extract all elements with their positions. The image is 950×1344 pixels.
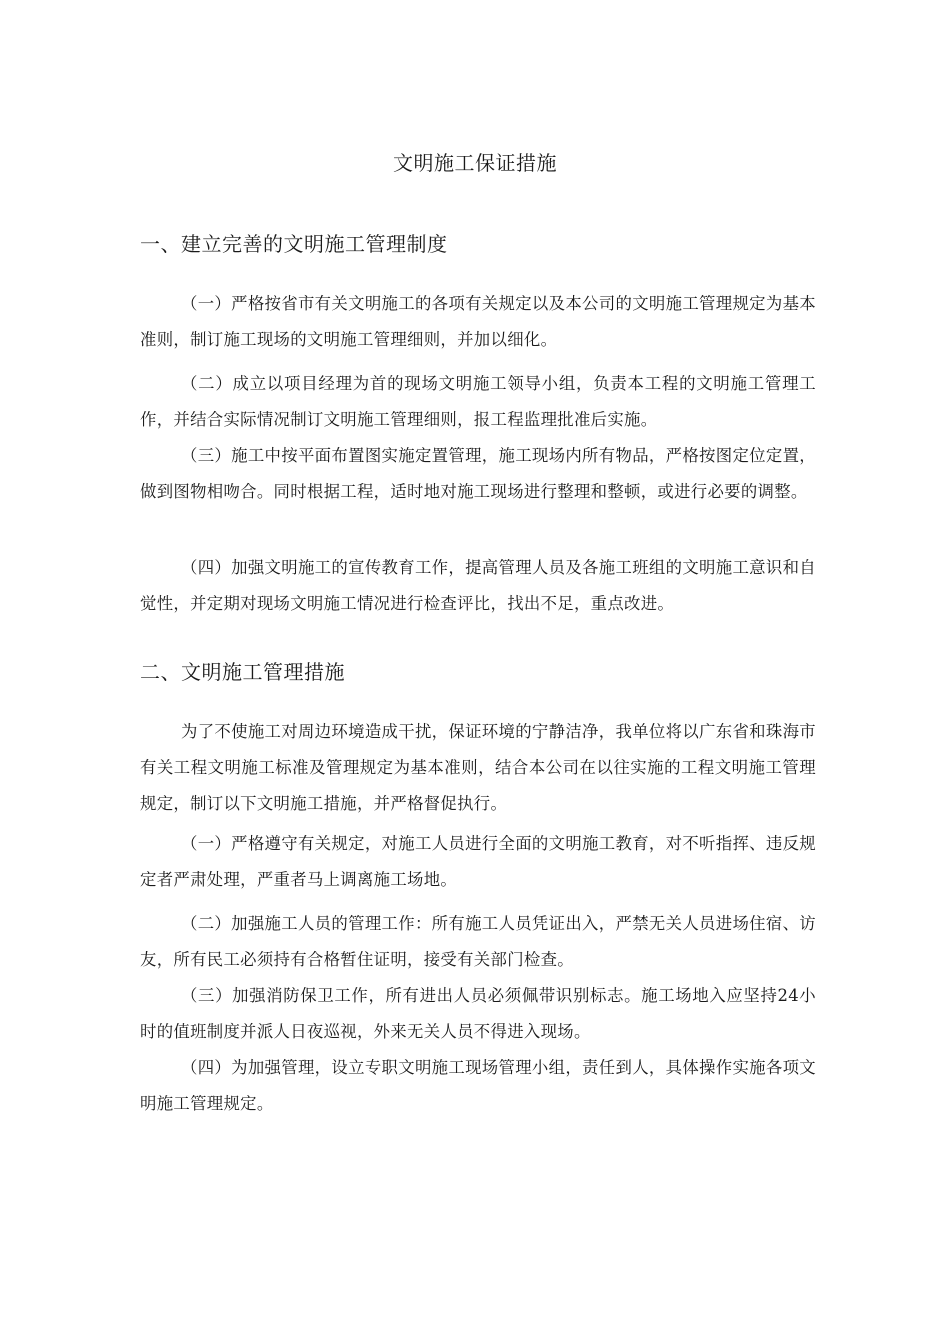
paragraph: （一）严格遵守有关规定，对施工人员进行全面的文明施工教育，对不听指挥、违反规定者严肃处理，严重者马上调离施工场地。 (140, 834, 816, 889)
paragraph: （二）成立以项目经理为首的现场文明施工领导小组，负责本工程的文明施工管理工作，并结合实际情况制订文明施工管理细则，报工程监理批准后实施。 (140, 374, 816, 429)
section-heading: 一、建立完善的文明施工管理制度 (140, 232, 448, 256)
paragraph: （四）为加强管理，设立专职文明施工现场管理小组，责任到人，具体操作实施各项文明施工管理规定。 (140, 1058, 816, 1113)
paragraph: 为了不使施工对周边环境造成干扰，保证环境的宁静洁净，我单位将以广东省和珠海市有关工程文明施工标准及管理规定为基本准则，结合本公司在以往实施的工程文明施工管理规定，制订以下文明施工措施，并严格督促执行。 (140, 722, 816, 813)
paragraph: （三）施工中按平面布置图实施定置管理，施工现场内所有物品，严格按图定位定置，做到图物相吻合。同时根据工程，适时地对施工现场进行整理和整顿，或进行必要的调整。 (140, 446, 816, 501)
section-heading: 二、文明施工管理措施 (140, 660, 345, 684)
paragraph: （一）严格按省市有关文明施工的各项有关规定以及本公司的文明施工管理规定为基本准则，制订施工现场的文明施工管理细则，并加以细化。 (140, 294, 816, 349)
paragraph: （二）加强施工人员的管理工作：所有施工人员凭证出入，严禁无关人员进场住宿、访友，所有民工必须持有合格暂住证明，接受有关部门检查。 (140, 914, 816, 969)
paragraph: （三）加强消防保卫工作，所有进出人员必须佩带识别标志。施工场地入应坚持24小时的值班制度并派人日夜巡视，外来无关人员不得进入现场。 (140, 986, 816, 1041)
document-title: 文明施工保证措施 (393, 151, 557, 175)
paragraph: （四）加强文明施工的宣传教育工作，提高管理人员及各施工班组的文明施工意识和自觉性，并定期对现场文明施工情况进行检查评比，找出不足，重点改进。 (140, 558, 816, 613)
